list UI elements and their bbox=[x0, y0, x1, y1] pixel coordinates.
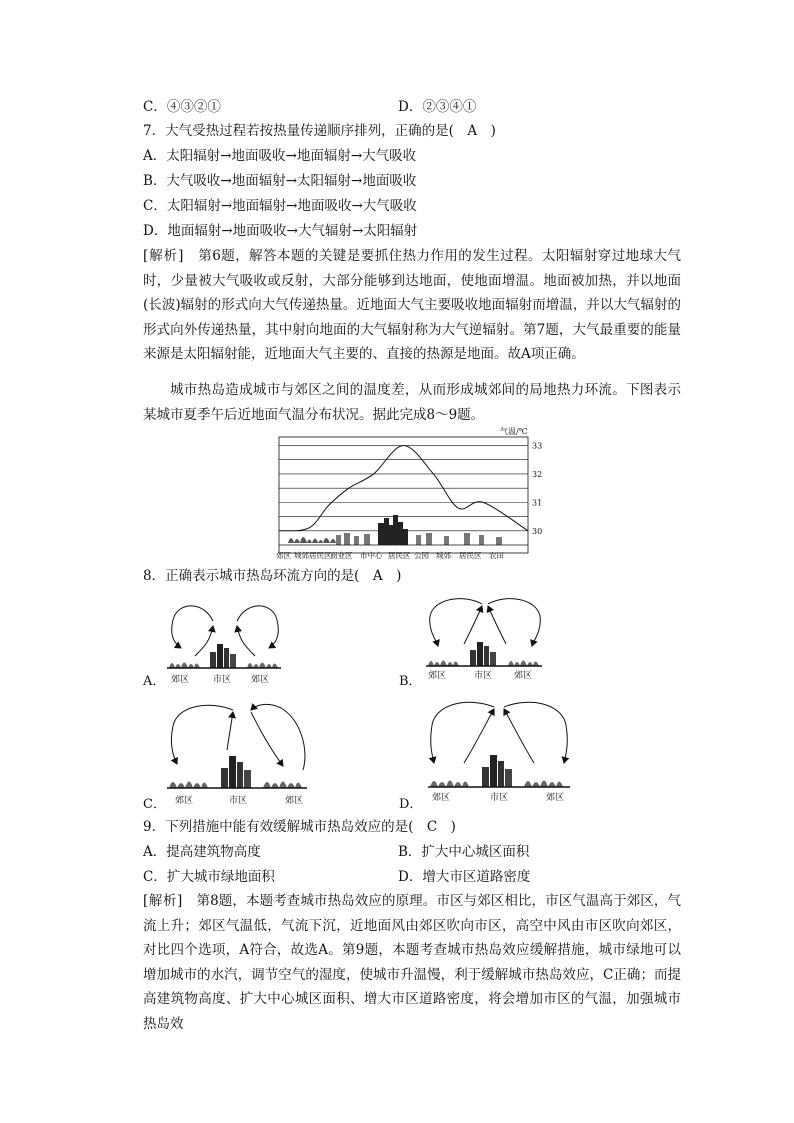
chart-ytick-label: 33 bbox=[532, 441, 543, 451]
q8-option-c-letter: C． bbox=[143, 797, 166, 812]
q6-option-d: D．②③④① bbox=[398, 99, 477, 115]
q9-option-c: C．扩大城市绿地面积 bbox=[143, 869, 275, 885]
q7-option-c: C．太阳辐射→地面辐射→地面吸收→大气吸收 bbox=[143, 198, 417, 214]
q9-option-a: A．提高建筑物高度 bbox=[143, 844, 261, 860]
label-center: 市区 bbox=[229, 796, 248, 806]
chart-xtick-label: 郊区 bbox=[276, 551, 291, 560]
chart-xtick-label: 农田 bbox=[489, 551, 504, 560]
chart-xtick-label: 居民区 bbox=[388, 551, 411, 560]
analysis-paragraph-2 bbox=[143, 889, 681, 1036]
suburb-mid-buildings bbox=[336, 533, 502, 545]
q8-stem: 8．正确表示城市热岛环流方向的是( A ) bbox=[143, 568, 402, 584]
label-center: 市区 bbox=[213, 675, 232, 685]
circulation-diagram-b bbox=[424, 594, 546, 684]
chart-ytick-label: 32 bbox=[532, 469, 543, 479]
q7-option-d: D．地面辐射→地面吸收→大气辐射→太阳辐射 bbox=[143, 223, 418, 239]
chart-xtick-label: 市中心 bbox=[360, 551, 383, 560]
chart-xtick-label: 公园 bbox=[414, 551, 429, 560]
city-buildings bbox=[378, 515, 408, 545]
circulation-diagram-d bbox=[424, 697, 574, 805]
label-center: 市区 bbox=[474, 671, 493, 681]
label-center: 市区 bbox=[490, 793, 509, 803]
analysis-tag: [解析] bbox=[143, 248, 184, 264]
analysis-text: 第8题，本题考查城市热岛效应的原理。市区与郊区相比，市区气温高于郊区，气流上升；郊区气温低，气流下沉，近地面风由郊区吹向市区，高空中风由市区吹向郊区，对比四个选项，A符合，故选A。第9题，本题考查城市热岛效应缓解措施，城市绿地可以增加城市的水汽，调节空气的湿度，使城市升温慢，利于缓解城市热岛效应，C正确；而提高建筑物高度、扩大中心城区面积、增大市区道路密度，将会增加市区的气温，加强城市热岛效 bbox=[143, 893, 681, 1032]
analysis-paragraph-1 bbox=[143, 244, 681, 367]
q6-option-c: C．④③②① bbox=[143, 99, 221, 115]
q8-option-d-letter: D． bbox=[399, 797, 423, 812]
temperature-chart bbox=[274, 425, 546, 565]
analysis-tag: [解析] bbox=[143, 893, 183, 909]
circulation-diagram-c bbox=[163, 700, 313, 808]
analysis-text: 第6题，解答本题的关键是要抓住热力作用的发生过程。太阳辐射穿过地球大气时，少量被大气吸收或反射，大部分能够到达地面，使地面增温。地面被加热，并以地面(长波)辐射的形式向大气传递热量。近地面大气主要吸收地面辐射而增温，并以大气辐射的形式向外传递热量，其中射向地面的大气辐射称为大气逆辐射。第7题，大气最重要的能量来源是太阳辐射能，近地面大气主要的、直接的热源是地面。故A项正确。 bbox=[143, 248, 681, 362]
chart-xtick-label: 商业区 bbox=[330, 551, 353, 560]
q7-stem: 7．大气受热过程若按热量传递顺序排列，正确的是( A ) bbox=[143, 123, 496, 139]
q9-option-b: B．扩大中心城区面积 bbox=[398, 844, 530, 860]
label-left: 郊区 bbox=[175, 796, 194, 806]
circulation-diagram-a bbox=[165, 596, 285, 686]
chart-xtick-label: 城郊 bbox=[436, 551, 451, 560]
q7-option-b: B．大气吸收→地面辐射→太阳辐射→地面吸收 bbox=[143, 173, 417, 189]
label-right: 郊区 bbox=[285, 796, 304, 806]
label-left: 郊区 bbox=[428, 671, 447, 681]
intro-paragraph: 城市热岛造成城市与郊区之间的温度差，从而形成城郊间的局地热力环流。下图表示某城市夏季午后近地面气温分布状况。据此完成8～9题。 bbox=[143, 382, 681, 423]
chart-ytick-label: 31 bbox=[532, 498, 543, 508]
label-right: 郊区 bbox=[546, 793, 565, 803]
chart-xtick-label: 居民区 bbox=[459, 551, 482, 560]
chart-xtick-label: 城郊居民区 bbox=[294, 551, 332, 560]
chart-ylabel: 气温/℃ bbox=[500, 427, 528, 436]
q8-option-a-letter: A． bbox=[143, 674, 166, 689]
label-right: 郊区 bbox=[514, 671, 533, 681]
label-left: 郊区 bbox=[432, 793, 451, 803]
label-right: 郊区 bbox=[251, 675, 270, 685]
q7-option-a: A．太阳辐射→地面吸收→地面辐射→大气吸收 bbox=[143, 148, 417, 164]
q8-option-b-letter: B． bbox=[399, 674, 422, 689]
label-left: 郊区 bbox=[171, 675, 190, 685]
q9-option-d: D．增大市区道路密度 bbox=[398, 869, 531, 885]
suburb-left-buildings bbox=[288, 537, 336, 543]
chart-ytick-label: 30 bbox=[532, 526, 543, 536]
q9-stem: 9．下列措施中能有效缓解城市热岛效应的是( C ) bbox=[143, 819, 456, 835]
